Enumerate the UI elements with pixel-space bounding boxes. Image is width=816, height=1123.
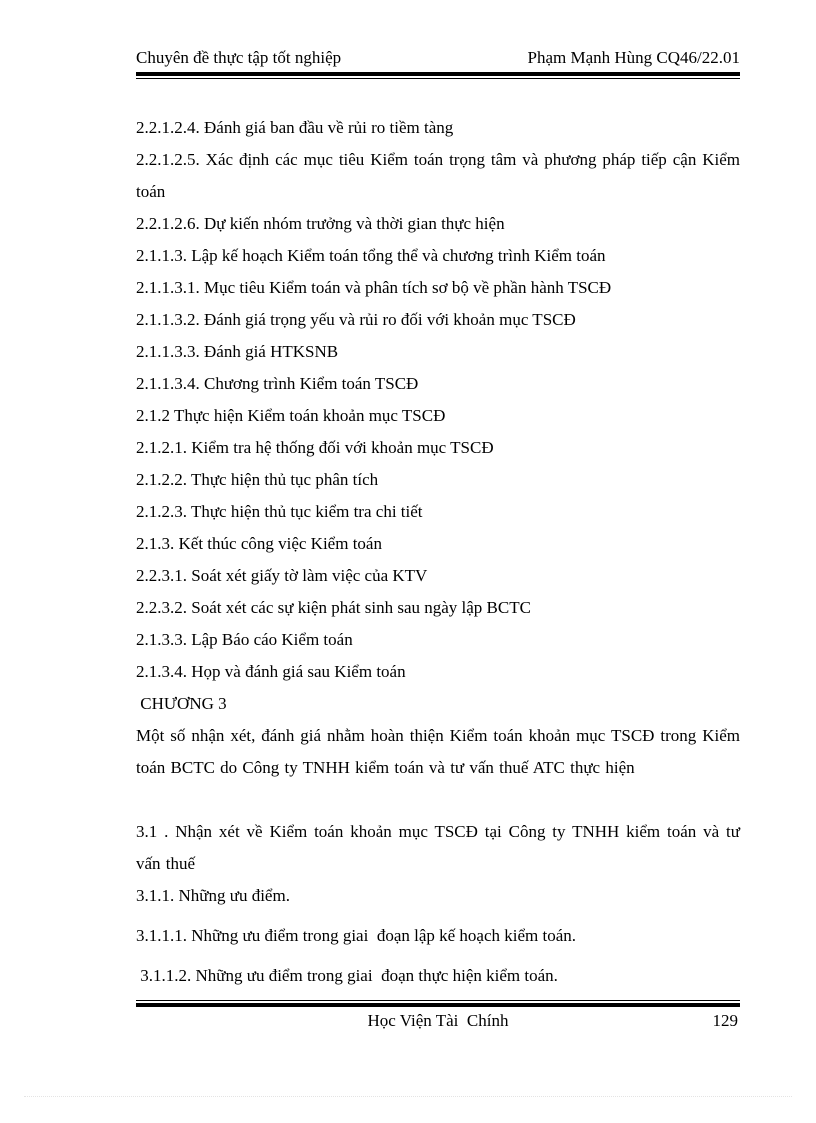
footer-rule-thick bbox=[136, 1003, 740, 1007]
page-number: 129 bbox=[712, 1011, 738, 1030]
chapter-title: Một số nhận xét, đánh giá nhằm hoàn thiện Kiểm toán khoản mục TSCĐ trong Kiểm toán BCTC do Công ty TNHH kiểm toán và tư vấn thuế ATC thực hiện bbox=[136, 726, 740, 777]
header-document-title: Chuyên đề thực tập tốt nghiệp bbox=[136, 48, 342, 67]
page-body bbox=[136, 112, 740, 992]
toc-entry: 2.1.1.3. Lập kế hoạch Kiểm toán tổng thể và chương trình Kiểm toán bbox=[136, 246, 606, 265]
toc-entry: 2.1.2 Thực hiện Kiểm toán khoản mục TSCĐ bbox=[136, 406, 446, 425]
toc-entry: 2.1.3. Kết thúc công việc Kiểm toán bbox=[136, 534, 382, 553]
page-footer bbox=[136, 1011, 740, 1035]
toc-entry: 2.1.1.3.4. Chương trình Kiểm toán TSCĐ bbox=[136, 374, 419, 393]
toc-entry: 2.2.1.2.5. Xác định các mục tiêu Kiểm toán trọng tâm và phương pháp tiếp cận Kiểm toán bbox=[136, 150, 740, 201]
toc-entry: 2.2.3.2. Soát xét các sự kiện phát sinh sau ngày lập BCTC bbox=[136, 598, 531, 617]
toc-entry: 2.1.3.4. Họp và đánh giá sau Kiểm toán bbox=[136, 662, 406, 681]
header-rule-thick bbox=[136, 72, 740, 76]
toc-entry: 2.2.3.1. Soát xét giấy tờ làm việc của KTV bbox=[136, 566, 428, 585]
toc-entry: 3.1.1.1. Những ưu điểm trong giai đoạn lập kế hoạch kiểm toán. bbox=[136, 926, 577, 945]
toc-entry: 2.1.2.1. Kiểm tra hệ thống đối với khoản mục TSCĐ bbox=[136, 438, 494, 457]
toc-entry: 2.2.1.2.4. Đánh giá ban đầu về rủi ro tiềm tàng bbox=[136, 118, 454, 137]
header-rule-thin bbox=[136, 78, 740, 79]
toc-entry: 2.1.1.3.1. Mục tiêu Kiểm toán và phân tích sơ bộ về phần hành TSCĐ bbox=[136, 278, 612, 297]
toc-entry: 2.2.1.2.6. Dự kiến nhóm trưởng và thời gian thực hiện bbox=[136, 214, 505, 233]
toc-entry: 2.1.1.3.2. Đánh giá trọng yếu và rủi ro đối với khoản mục TSCĐ bbox=[136, 310, 576, 329]
footer-institution: Học Viện Tài Chính bbox=[367, 1011, 509, 1030]
toc-entry: 3.1 . Nhận xét về Kiểm toán khoản mục TSCĐ tại Công ty TNHH kiểm toán và tư vấn thuế bbox=[136, 822, 740, 873]
toc-entry: 2.1.2.3. Thực hiện thủ tục kiểm tra chi tiết bbox=[136, 502, 423, 521]
chapter-heading: CHƯƠNG 3 bbox=[136, 694, 227, 713]
toc-entry: 3.1.1. Những ưu điểm. bbox=[136, 886, 290, 905]
header-author: Phạm Mạnh Hùng CQ46/22.01 bbox=[527, 48, 740, 67]
toc-entry: 2.1.2.2. Thực hiện thủ tục phân tích bbox=[136, 470, 379, 489]
toc-entry: 2.1.1.3.3. Đánh giá HTKSNB bbox=[136, 342, 339, 361]
toc-entry: 2.1.3.3. Lập Báo cáo Kiểm toán bbox=[136, 630, 353, 649]
footer-rule-thin bbox=[136, 1000, 740, 1001]
page-header bbox=[136, 48, 740, 72]
toc-entry: 3.1.1.2. Những ưu điểm trong giai đoạn thực hiện kiểm toán. bbox=[136, 966, 558, 985]
bottom-dotted-border bbox=[24, 1096, 792, 1097]
